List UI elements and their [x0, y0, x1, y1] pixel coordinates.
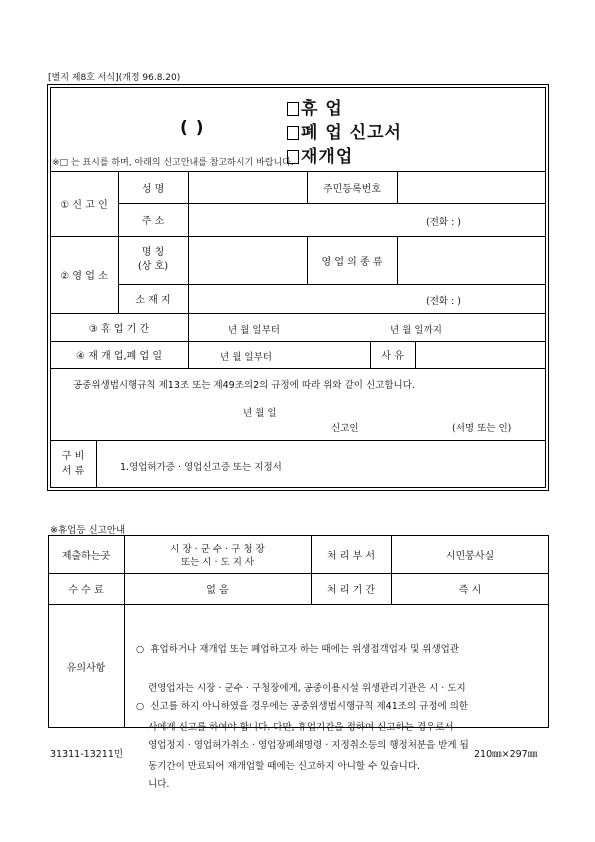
name-label: 성 명: [141, 183, 165, 195]
title-paren: ( ): [180, 118, 205, 138]
form-number: [별지 제8호 서식](개정 96.8.20): [48, 73, 181, 83]
suspension-from[interactable]: 년 월 일부터: [228, 325, 280, 336]
location-input[interactable]: [189, 285, 545, 312]
business-phone: (전화 : ): [426, 296, 462, 307]
declaration-text: 공중위생법시행규칙 제13조 또는 제49조의2의 규정에 따라 위와 같이 신고합니다.: [73, 380, 415, 391]
title-option-close[interactable]: 폐 업 신고서: [287, 118, 402, 143]
notes-label: 유의사항: [66, 662, 106, 674]
attachments-label: 구 비 서 류: [61, 451, 85, 477]
paper-size: 210㎜×297㎜: [474, 749, 538, 760]
business-name-input[interactable]: [189, 237, 306, 283]
title-option-suspend[interactable]: 휴 업: [287, 94, 343, 119]
reporter-label: ① 신 고 인: [60, 200, 108, 211]
business-type-input[interactable]: [398, 237, 545, 283]
business-type-label: 영 업 의 종 류: [321, 256, 383, 268]
note-1: ○ 휴업하거나 재개업 또는 폐업하고자 하는 때에는 위생접객업자 및 위생업관 련영업자는 시장 · 군수 · 구청장에게, 공중이용시설 위생관리기관은 시 · 도지 사에게 신고를 하여야 합니다. 다만, 휴업기간을 정하여 신고하는 경우로서 동기간이 만료되어 재개업할 때에는 신고하지 아니할 수 있습니다.: [136, 644, 466, 772]
reopen-date[interactable]: 년 월 일부터: [220, 352, 272, 363]
checkbox-icon[interactable]: [287, 102, 299, 116]
rrn-input[interactable]: [398, 172, 545, 202]
address-input[interactable]: [189, 204, 545, 235]
checkbox-icon[interactable]: [287, 126, 299, 140]
submit-label: 제출하는곳: [61, 550, 111, 562]
fee-label: 수 수 료: [68, 585, 104, 596]
submit-value: 시 장 · 군 수 · 구 청 장 또는 시 · 도 지 사: [170, 544, 265, 568]
form-code: 31311-13211민: [50, 749, 124, 760]
period-label: 처 리 기 간: [326, 585, 376, 596]
location-label: 소 재 지: [135, 295, 171, 306]
business-label: ② 영 업 소: [60, 271, 108, 282]
suspension-to[interactable]: 년 월 일까지: [390, 325, 442, 336]
reopen-label: ④ 재 개 업,폐 업 일: [76, 351, 162, 362]
guide-title: ※휴업등 신고안내: [50, 525, 126, 536]
dept-value: 시민봉사실: [445, 550, 495, 562]
reason-label: 사 유: [381, 351, 404, 362]
reporter-phone: (전화 : ): [426, 217, 462, 228]
fee-value: 없 음: [206, 585, 229, 596]
reason-input[interactable]: [416, 342, 545, 367]
period-value: 즉 시: [458, 585, 482, 596]
name-input[interactable]: [189, 172, 306, 202]
declaration-date[interactable]: 년 월 일: [243, 408, 277, 419]
dept-label: 처 리 부 서: [326, 550, 376, 562]
rrn-label: 주민등록번호: [323, 183, 381, 195]
signer-label: 신고인: [331, 423, 359, 434]
address-label: 주 소: [141, 216, 165, 227]
attachment-item: 1.영업허가증 · 영업신고증 또는 지정서: [120, 462, 282, 473]
instruction-text: ※□ 는 표시를 하며, 아래의 신고안내를 참고하시기 바랍니다.: [52, 158, 294, 168]
title-option-reopen[interactable]: 재개업: [287, 142, 353, 154]
business-name-label: 명 칭 (상 호): [137, 247, 169, 272]
suspension-label: ③ 휴 업 기 간: [88, 323, 150, 335]
note-2: ○ 신고를 하지 아니하였을 경우에는 공중위생법시행규칙 제41조의 규정에 의한 영업정지 · 영업허가취소 · 영업장폐쇄명령 · 지정취소등의 행정처분을 받게 됩 니다.: [136, 701, 469, 790]
signature-field[interactable]: (서명 또는 인): [452, 423, 512, 434]
